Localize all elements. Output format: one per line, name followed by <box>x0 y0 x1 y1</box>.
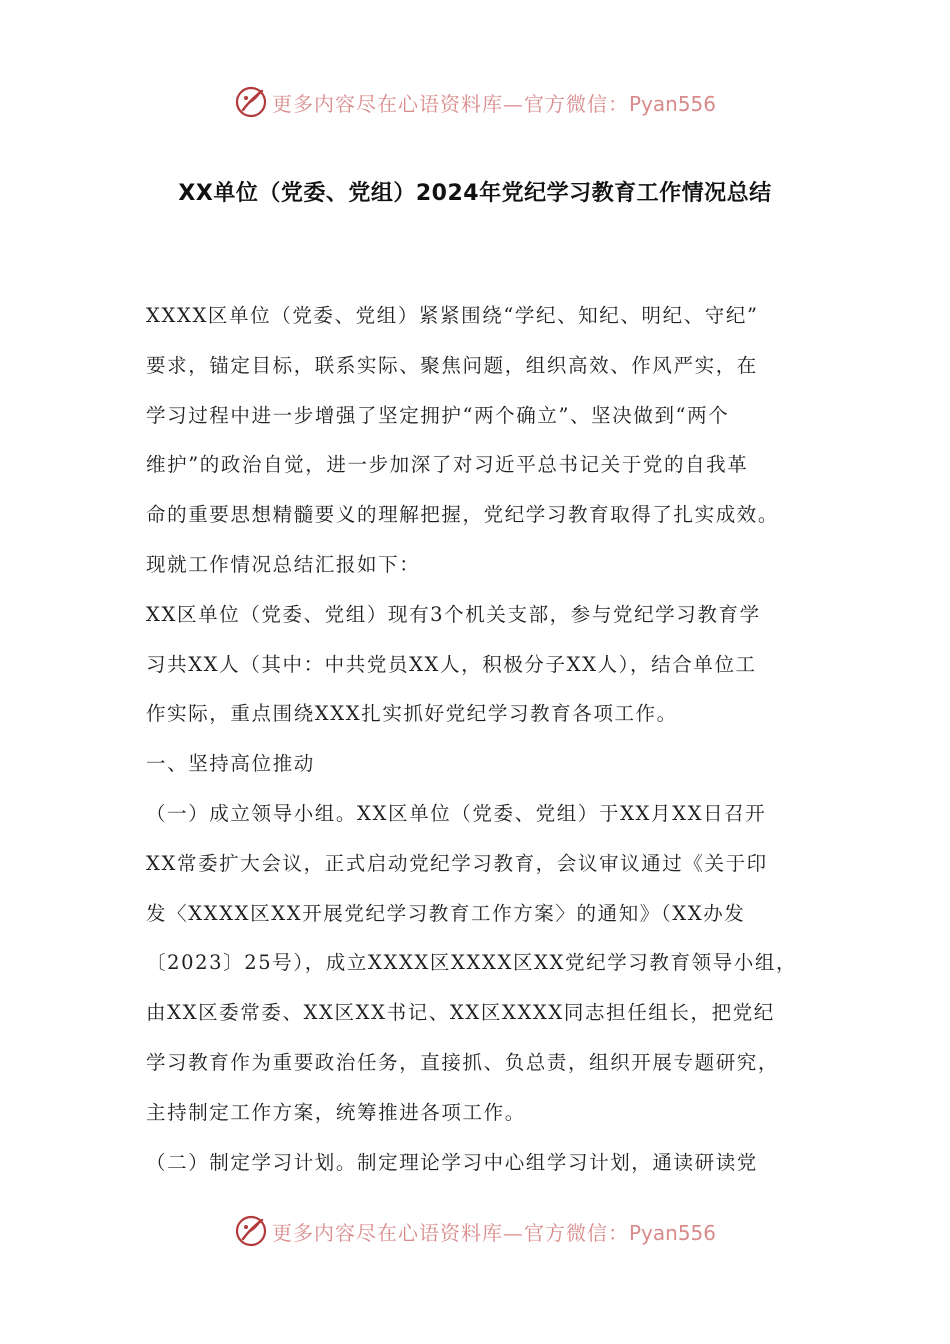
body-line: 要求，锚定目标，联系实际、聚焦问题，组织高效、作风严实，在 <box>146 353 758 377</box>
watermark-banner-top <box>0 82 950 122</box>
body-line: 维护”的政治自觉，进一步加深了对习近平总书记关于党的自我革 <box>146 453 749 477</box>
body-line: 发〈XXXX区XX开展党纪学习教育工作方案〉的通知》（XX办发 <box>146 901 746 925</box>
body-line: 现就工作情况总结汇报如下： <box>146 552 421 576</box>
wechat-id: Pyan556 <box>628 91 716 116</box>
body-line: 作实际，重点围绕XXX扎实抓好党纪学习教育各项工作。 <box>146 702 678 726</box>
quill-logo-icon <box>234 1214 268 1248</box>
body-line: （一）成立领导小组。XX区单位（党委、党组）于XX月XX日召开 <box>146 801 767 825</box>
wechat-id: Pyan556 <box>628 1220 716 1245</box>
body-line: XX常委扩大会议，正式启动党纪学习教育，会议审议通过《关于印 <box>146 851 768 875</box>
body-line: 学习过程中进一步增强了坚定拥护“两个确立”、坚决做到“两个 <box>146 403 730 427</box>
body-line: （二）制定学习计划。制定理论学习中心组学习计划，通读研读党 <box>146 1150 758 1174</box>
body-line: 习共XX人（其中：中共党员XX人，积极分子XX人），结合单位工 <box>146 652 757 676</box>
quill-logo-icon <box>234 85 268 119</box>
body-line: 主持制定工作方案，统筹推进各项工作。 <box>146 1100 526 1124</box>
watermark-banner-bottom <box>0 1211 950 1251</box>
body-line: 〔2023〕25号），成立XXXX区XXXX区XX党纪学习教育领导小组， <box>146 951 798 975</box>
body-line: 学习教育作为重要政治任务，直接抓、负总责，组织开展专题研究， <box>146 1050 780 1074</box>
watermark-text: 更多内容尽在心语资料库—官方微信：Pyan556 <box>271 1220 716 1245</box>
body-line: XX区单位（党委、党组）现有3个机关支部，参与党纪学习教育学 <box>146 602 761 626</box>
document-title: XX单位（党委、党组）2024年党纪学习教育工作情况总结 <box>178 181 772 206</box>
body-line: 由XX区委常委、XX区XX书记、XX区XXXX同志担任组长，把党纪 <box>146 1001 775 1025</box>
body-line: XXXX区单位（党委、党组）紧紧围绕“学纪、知纪、明纪、守纪” <box>146 304 759 327</box>
body-line: 命的重要思想精髓要义的理解把握，党纪学习教育取得了扎实成效。 <box>146 503 780 527</box>
watermark-text: 更多内容尽在心语资料库—官方微信：Pyan556 <box>271 91 716 116</box>
section-heading: 一、坚持高位推动 <box>146 752 315 776</box>
document-body <box>146 298 810 1194</box>
